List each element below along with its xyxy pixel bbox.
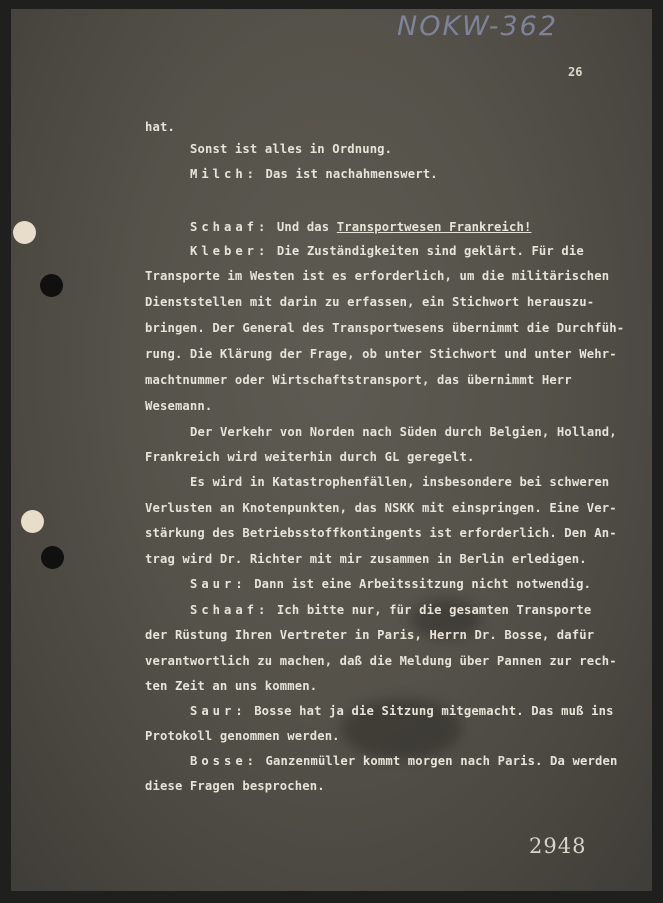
text-line: trag wird Dr. Richter mit mir zusammen in Berlin erledigen. <box>145 552 587 566</box>
text-line: diese Fragen besprochen. <box>145 779 325 793</box>
text-line: Kleber: Die Zuständigkeiten sind geklärt. Für die <box>190 244 584 258</box>
text-line: ten Zeit an uns kommen. <box>145 679 318 693</box>
punch-hole-light <box>13 221 36 244</box>
punch-hole <box>40 274 63 297</box>
text-line: Saur: Dann ist eine Arbeitssitzung nicht notwendig. <box>190 577 592 591</box>
page-number: 26 <box>568 65 583 79</box>
speaker-name: Milch: <box>190 167 259 181</box>
text-line: Transporte im Westen ist es erforderlich, um die militärischen <box>145 269 610 283</box>
text-line: machtnummer oder Wirtschaftstransport, das übernimmt Herr <box>145 373 572 387</box>
text-line: Schaaf: Und das Transportwesen Frankreich! <box>190 220 532 234</box>
text-line: Protokoll genommen werden. <box>145 729 340 743</box>
text-line: Der Verkehr von Norden nach Süden durch Belgien, Holland, <box>190 425 617 439</box>
punch-hole-light <box>21 510 44 533</box>
archive-stamp: NOKW-362 <box>397 11 559 42</box>
speaker-name: Saur: <box>190 704 247 718</box>
punch-hole <box>41 546 64 569</box>
text-line: rung. Die Klärung der Frage, ob unter Stichwort und unter Wehr- <box>145 347 617 361</box>
speaker-name: Schaaf: <box>190 603 270 617</box>
text-line: Frankreich wird weiterhin durch GL geregelt. <box>145 450 475 464</box>
speaker-name: Schaaf: <box>190 220 270 234</box>
text-line: der Rüstung Ihren Vertreter in Paris, Herrn Dr. Bosse, dafür <box>145 628 595 642</box>
text-line: Saur: Bosse hat ja die Sitzung mitgemacht. Das muß ins <box>190 704 614 718</box>
text-line: Verlusten an Knotenpunkten, das NSKK mit einspringen. Eine Ver- <box>145 501 617 515</box>
text-line: Es wird in Katastrophenfällen, insbesondere bei schweren <box>190 475 610 489</box>
document-number: 2948 <box>529 834 587 858</box>
document-page <box>11 9 652 891</box>
text-line: stärkung des Betriebsstoffkontingents ist erforderlich. Den An- <box>145 526 617 540</box>
text-line: verantwortlich zu machen, daß die Meldung über Pannen zur rech- <box>145 654 617 668</box>
text-line: Wesemann. <box>145 399 213 413</box>
text-line: Dienststellen mit darin zu erfassen, ein Stichwort herauszu- <box>145 295 595 309</box>
text-line: bringen. Der General des Transportwesens übernimmt die Durchfüh- <box>145 321 625 335</box>
underlined-heading: Transportwesen Frankreich! <box>336 220 532 234</box>
text-line: Schaaf: Ich bitte nur, für die gesamten Transporte <box>190 603 592 617</box>
text-line: Milch: Das ist nachahmenswert. <box>190 167 438 181</box>
text-line: Bosse: Ganzenmüller kommt morgen nach Paris. Da werden <box>190 754 618 768</box>
speaker-name: Saur: <box>190 577 247 591</box>
text-line: Sonst ist alles in Ordnung. <box>190 142 393 156</box>
text-line: hat. <box>145 120 175 134</box>
speaker-name: Bosse: <box>190 754 259 768</box>
speaker-name: Kleber: <box>190 244 270 258</box>
